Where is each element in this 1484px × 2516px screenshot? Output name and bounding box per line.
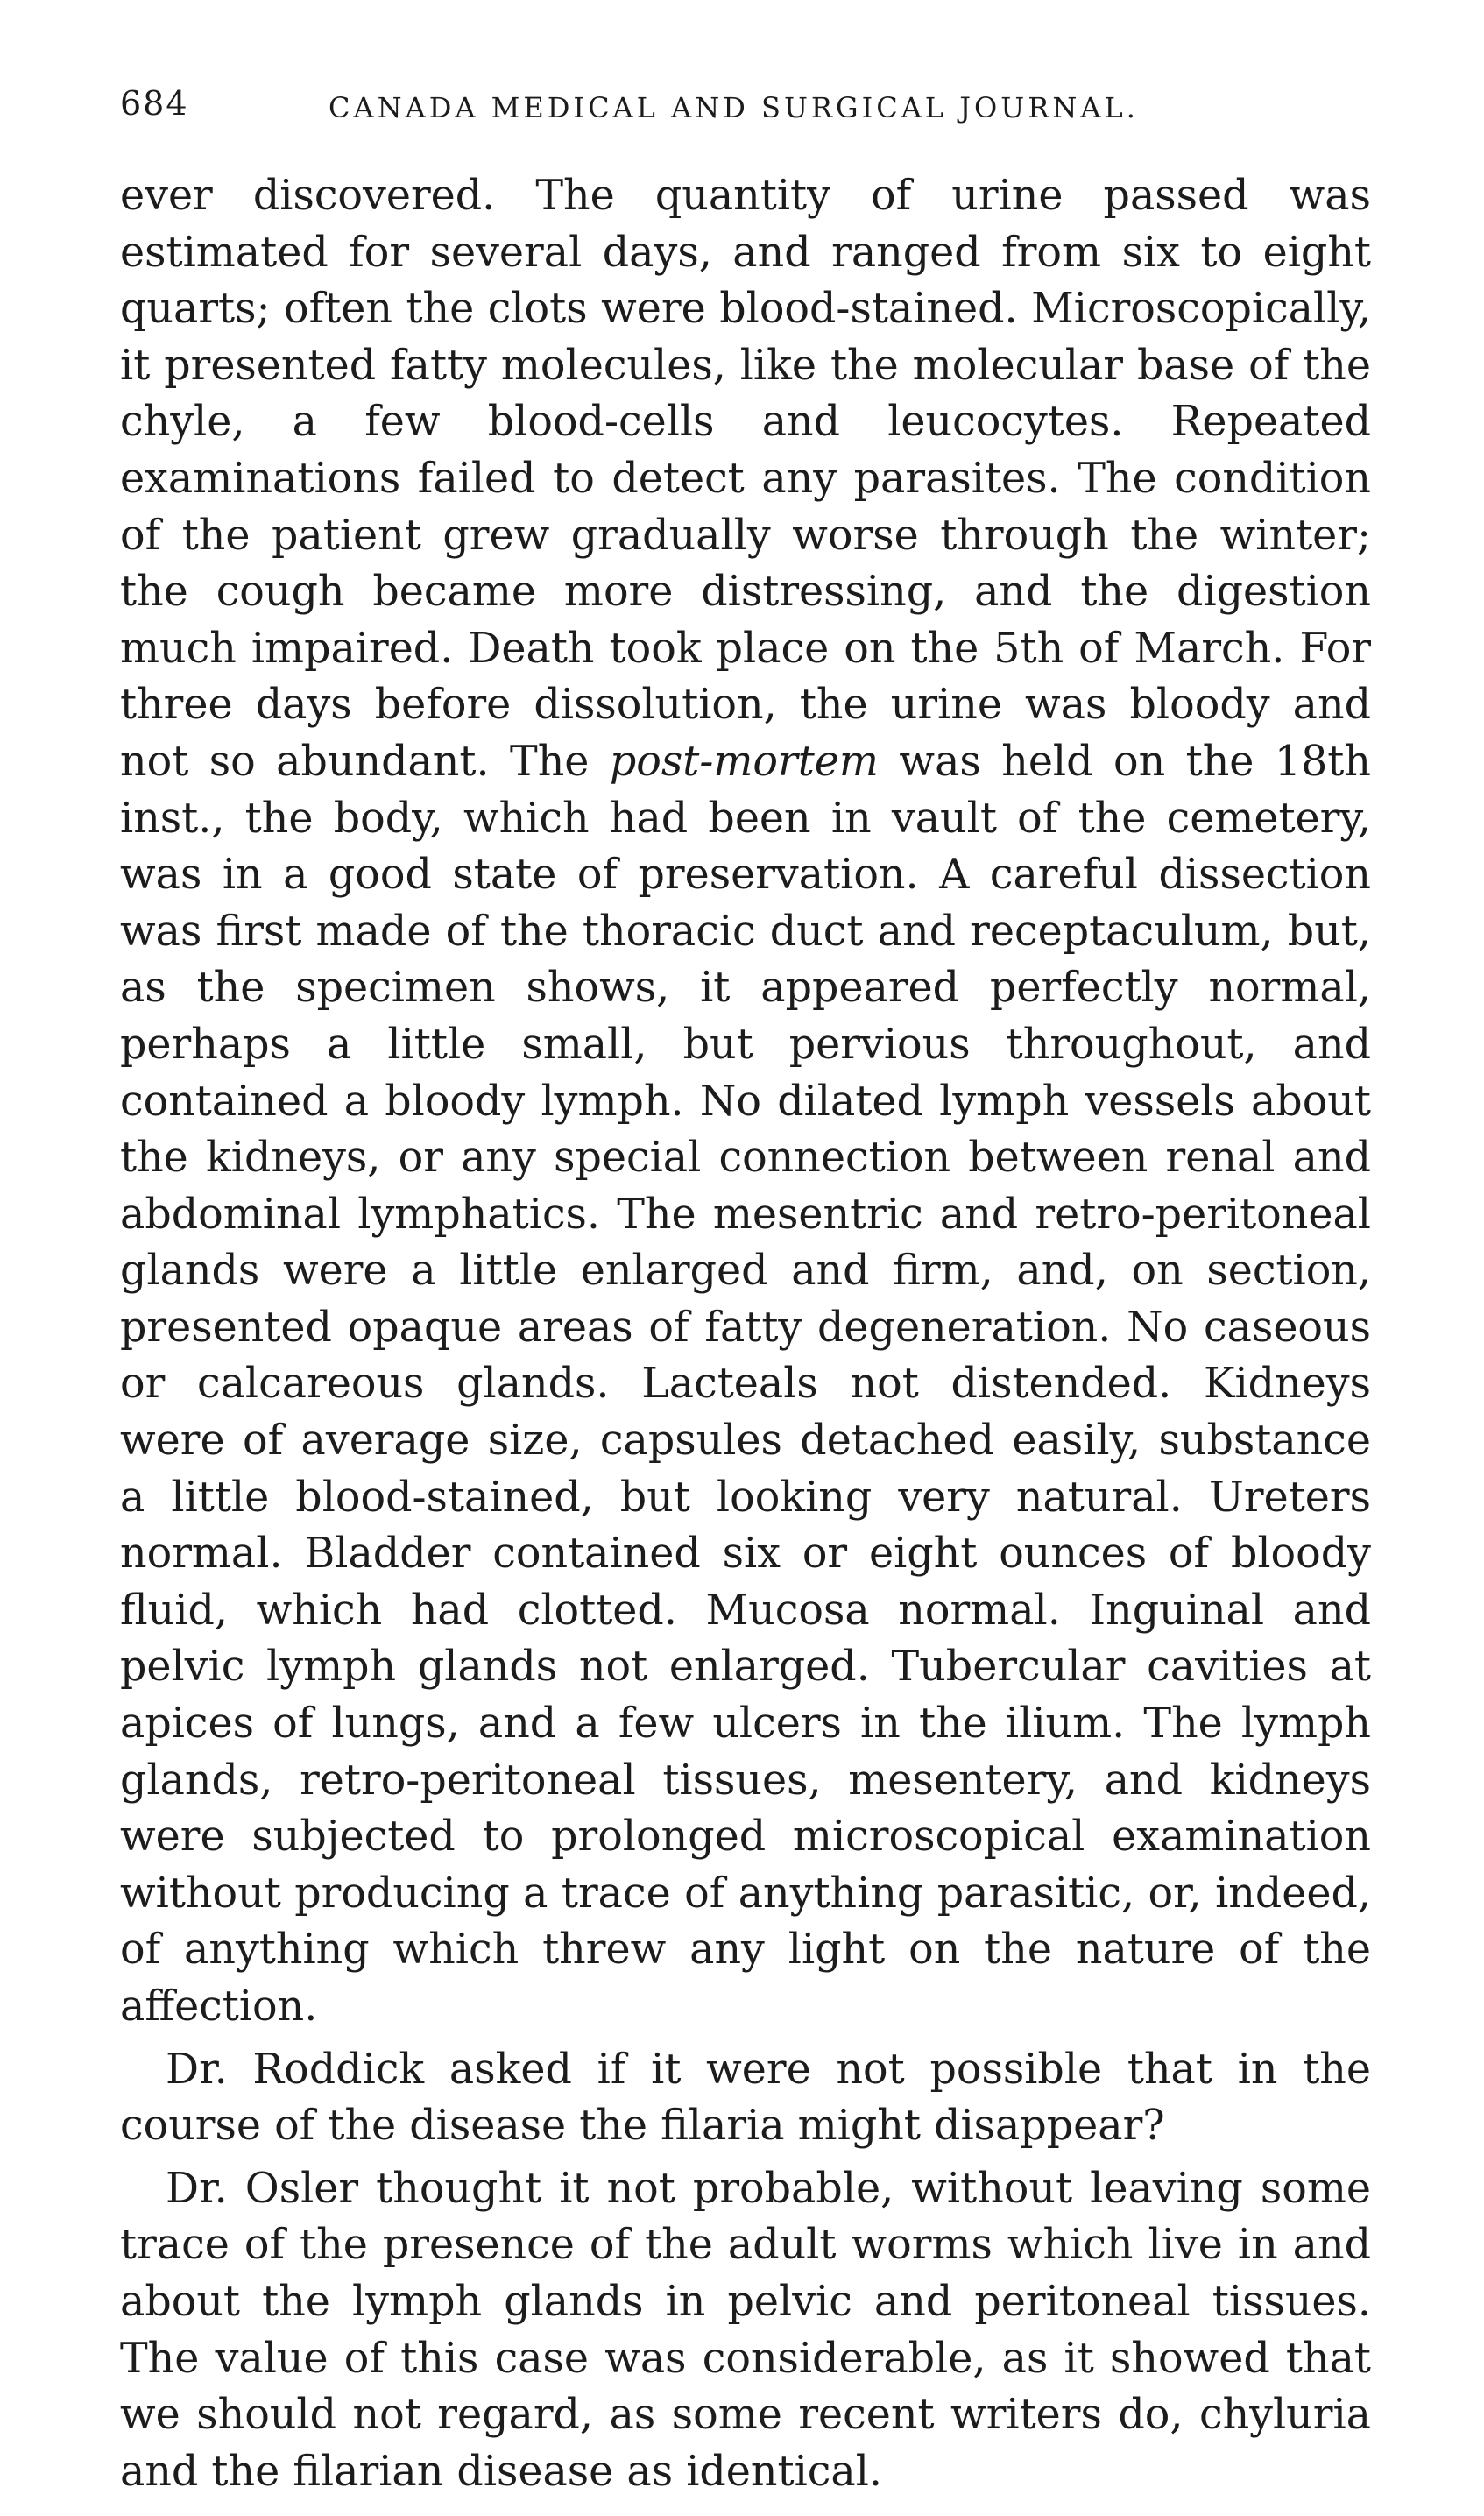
paragraph-roddick-question: Dr. Roddick asked if it were not possible that in the course of the disease the filaria might disappear? [120, 2045, 1371, 2151]
page-number: 684 [120, 84, 189, 123]
page-header [0, 79, 1484, 131]
paragraph-post-mortem-report [120, 168, 1371, 2036]
paragraph-text: ever discovered. The quantity of urine passed was estimated for several days, and ranged from six to eight quarts; often the clots were blood-stained. Microscopically, it presented fatty molecules, like the molecular base of the chyle, a few blood-cells and leucocytes. Repeated examinations failed to detect any parasites. The condition of the patient grew gradually worse through the winter; the cough became more distressing, and the digestion much impaired. Death took place on the 5th of March. For three days before dissolution, the urine was bloody and not so abundant. The [120, 172, 1371, 786]
running-title: CANADA MEDICAL AND SURGICAL JOURNAL. [329, 91, 1139, 124]
paragraph-text: was held on the 18th inst., the body, which had been in vault of the cemetery, was in a good state of preservation. A careful dissection was first made of the thoracic duct and receptaculum, but, as the specimen shows, it appeared perfectly normal, perhaps a little small, but pervious throughout, and contained a bloody lymph. No dilated lymph vessels about the kidneys, or any special connection between renal and abdominal lymphatics. The mesentric and retro-peritoneal glands were a little enlarged and firm, and, on section, presented opaque areas of fatty degeneration. No caseous or calcareous glands. Lacteals not distended. Kidneys were of average size, capsules detached easily, substance a little blood-stained, but looking very natural. Ureters normal. Bladder contained six or eight ounces of bloody fluid, which had clotted. Mucosa normal. Inguinal and pelvic lymph glands not enlarged. Tubercular cavities at apices of lungs, and a few ulcers in the ilium. The lymph glands, retro-peritoneal tissues, mesentery, and kidneys were subjected to prolonged microscopical examination without producing a trace of anything parasitic, or, indeed, of anything which threw any light on the nature of the affection. [120, 737, 1371, 2031]
paragraph-osler-reply: Dr. Osler thought it not probable, without leaving some trace of the presence of the adult worms which live in and about the lymph glands in pelvic and peritoneal tissues. The value of this case was considerable, as it showed that we should not regard, as some recent writers do, chyluria and the filarian disease as identical. [120, 2164, 1371, 2496]
italic-term: post-mortem [609, 737, 879, 786]
article-body [120, 168, 1371, 2500]
